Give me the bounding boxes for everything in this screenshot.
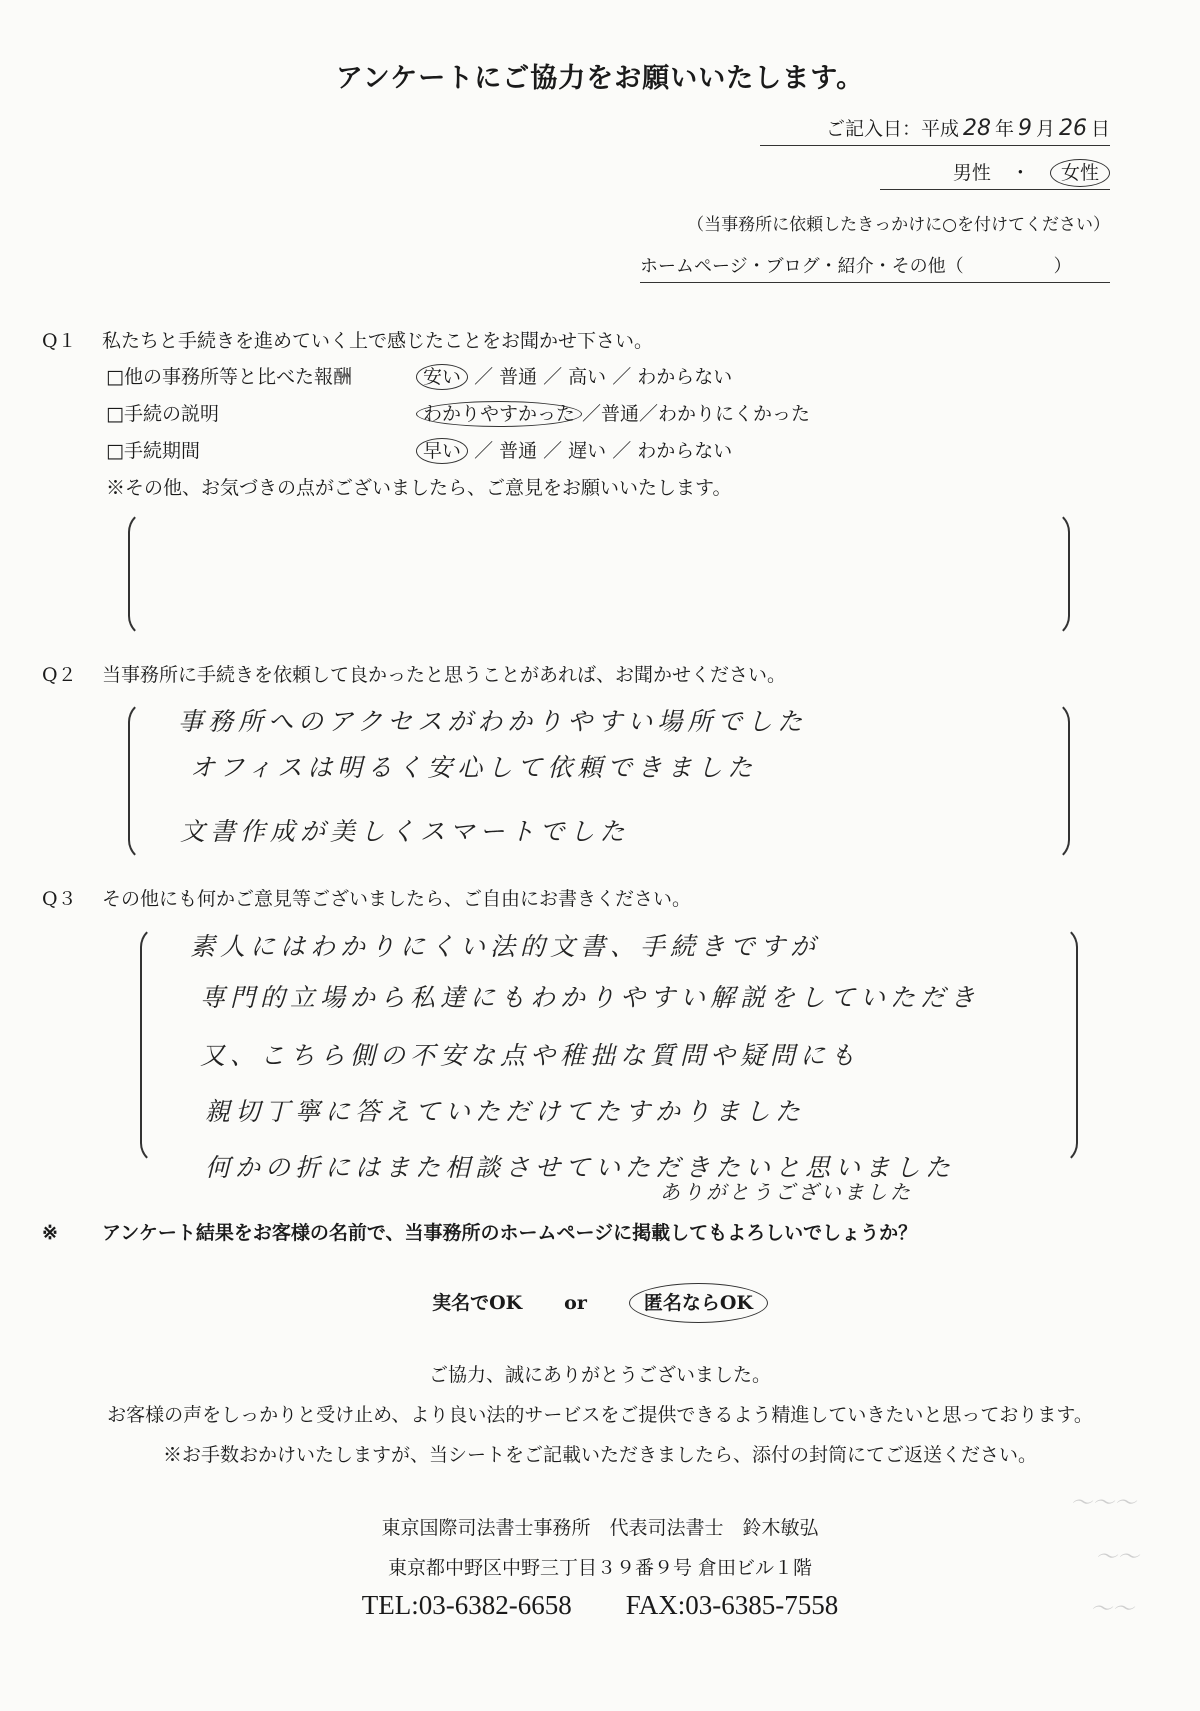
q1-row-label: □他の事務所等と比べた報酬 [106,366,352,388]
date-month-unit: 月 [1035,118,1055,140]
office-fax: FAX:03-6385-7558 [625,1590,839,1620]
gender-male: 男性 [952,162,991,184]
office-name: 東京国際司法書士事務所 代表司法書士 鈴木敏弘 [381,1517,819,1539]
q1-row-label: □手続期間 [106,440,200,462]
q1-text: 私たちと手続きを進めていく上で感じたことをお聞かせ下さい。 [102,330,654,352]
q2-question [42,660,786,687]
q2-answer-line: 事務所へのアクセスがわかりやすい場所でした [178,707,808,736]
q2-number: Q２ [42,664,77,686]
q1-selected-option: 安い [416,364,468,390]
faint-bleedthrough-mark: 〜〜 [1090,1597,1135,1622]
q1-row-period [106,436,732,463]
q2-answer-line: 文書作成が美しくスマートでした [180,817,630,846]
q3-question [42,884,691,911]
q3-answer-line: ありがとうございました [660,1180,913,1204]
gender-separator: ・ [1010,162,1030,184]
consent-text: アンケート結果をお客様の名前で、当事務所のホームページに掲載してもよろしいでしょうか？ [102,1222,918,1244]
q1-selected-option: 早い [416,438,468,464]
option-or: or [564,1292,587,1314]
q1-comment-box [128,510,1070,638]
thanks-line: お客様の声をしっかりと受け止め、より良い法的サービスをご提供できるよう精進していきたいと思っております。 [107,1404,1093,1426]
source-instruction: （当事務所に依頼したきっかけに○を付けてください） [687,215,1110,235]
q2-text: 当事務所に手続きを依頼して良かったと思うことがあれば、お聞かせください。 [102,664,787,686]
q2-answer-line: オフィスは明るく安心して依頼できました [190,753,758,782]
source-options [640,252,1110,283]
faint-bleedthrough-mark: 〜〜 [1095,1545,1140,1570]
entry-date [760,114,1110,146]
gender-female-circled: 女性 [1050,159,1110,187]
option-real-name: 実名でOK [432,1292,523,1314]
q1-row-explanation [106,399,810,426]
q3-answer-line: 専門的立場から私達にもわかりやすい解説をしていただき [200,983,981,1012]
q3-answer-line: 親切丁寧に答えていただけてたすかりました [205,1097,806,1126]
date-day-unit: 日 [1090,118,1110,140]
q3-answer-line: 素人にはわかりにくい法的文書、手続きですが [190,932,821,961]
publish-consent-question [42,1218,917,1245]
q1-row-label: □手続の説明 [106,403,219,425]
date-month: 9 [1017,116,1032,141]
date-label: ご記入日：平成 [825,118,959,140]
q1-row-options: ／普通／わかりにくかった [582,403,811,425]
q1-other-note: ※その他、お気づきの点がございましたら、ご意見をお願いいたします。 [106,477,732,499]
faint-bleedthrough-mark: 〜〜〜 [1070,1491,1137,1516]
page-title: アンケートにご協力をお願いいたします。 [335,63,865,94]
publish-consent-options [0,1288,1200,1315]
date-year: 28 [962,116,991,141]
thanks-line: ※お手数おかけいたしますが、当シートをご記載いただきましたら、添付の封筒にてご返送ください。 [162,1444,1037,1466]
q1-question [42,326,653,353]
gender-selection [880,158,1110,190]
office-address: 東京都中野区中野三丁目３９番９号 倉田ビル１階 [387,1557,813,1579]
q3-answer-line: 又、こちら側の不安な点や稚拙な質問や疑問にも [200,1041,861,1070]
q3-number: Q３ [42,888,77,910]
office-tel: TEL:03-6382-6658 [361,1590,572,1620]
office-contact [0,1590,1200,1621]
option-anonymous-circled: 匿名ならOK [629,1283,768,1323]
q1-row-options: ／ 普通 ／ 高い ／ わからない [474,366,733,388]
source-options-text: ホームページ・ブログ・紹介・その他（ ） [640,256,1072,277]
q1-row-options: ／ 普通 ／ 遅い ／ わからない [474,440,733,462]
q1-selected-option: わかりやすかった [416,401,582,427]
q1-row-fee [106,362,732,389]
q3-answer-line: 何かの折にはまた相談させていただきたいと思いました [205,1153,956,1182]
date-year-unit: 年 [994,118,1014,140]
date-day: 26 [1058,116,1087,141]
thanks-line: ご協力、誠にありがとうございました。 [428,1364,771,1386]
consent-mark: ※ [42,1222,58,1244]
q3-text: その他にも何かご意見等ございましたら、ご自由にお書きください。 [102,888,692,910]
q1-number: Q１ [42,330,77,352]
